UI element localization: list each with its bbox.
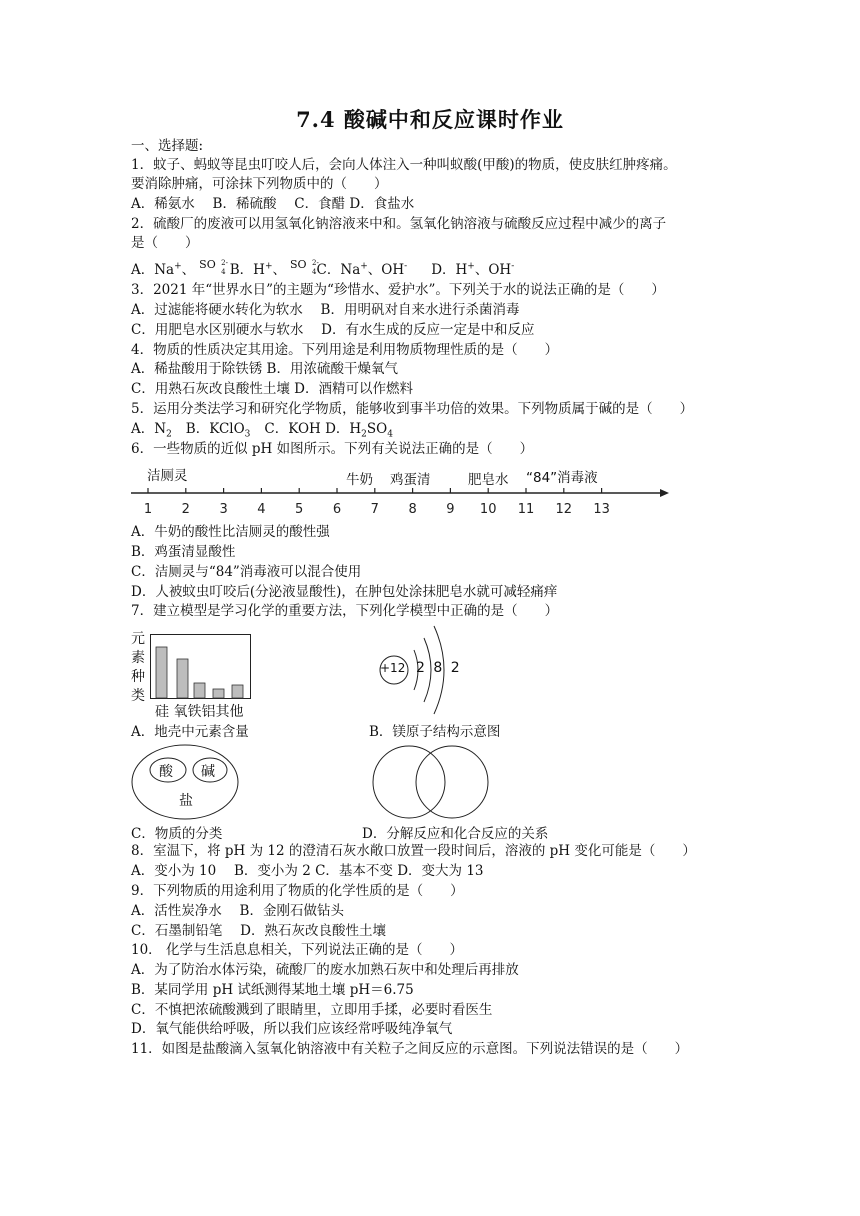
section-heading: 一、选择题: [131,138,204,154]
q7-stem: 7．建立模型是学习化学的重要方法，下列化学模型中正确的是（ ） [131,603,559,619]
element-chart-ylabel: 元 素 种 类 [131,631,145,704]
page-title: 7.4 酸碱中和反应课时作业 [296,107,564,132]
q8-options: A．变小为 10 B．变小为 2 C．基本不变 D．变大为 13 [131,863,484,879]
q2-options: A．Na+、 SO 2- 4 B．H+、 SO 2- 4 C．Na+、OH- D．H+、OH- [131,258,515,278]
q9-stem: 9．下列物质的用途利用了物质的化学性质的是（ ） [131,883,464,899]
bar-iron [194,683,205,698]
q1-options: A．稀氨水 B．稀硫酸 C．食醋 D．食盐水 [131,196,415,212]
ph-number-1: 1 [143,502,153,517]
ph-label-soap-water: 肥皂水 [468,472,509,488]
sulfate-ion-2: SO 2- 4 [289,258,319,276]
ph-number-4: 4 [257,502,266,517]
q4-stem: 4．物质的性质决定其用途。下列用途是利用物质物理性质的是（ ） [131,342,559,358]
q2-stem-line1: 2．硫酸厂的废液可以用氢氧化钠溶液来中和。氢氧化钠溶液与硫酸反应过程中减少的离子 [131,216,667,232]
q6-stem: 6．一些物质的近似 pH 如图所示。下列有关说法正确的是（ ） [131,441,534,457]
q5-stem: 5．运用分类法学习和研究化学物质，能够收到事半功倍的效果。下列物质属于碱的是（ ） [131,401,694,417]
q10-option-b: B．某同学用 pH 试纸测得某地土壤 pH＝6.75 [131,982,414,998]
ph-label-toilet-cleaner: 洁厕灵 [147,468,188,484]
q2-option-d: D．H [431,262,468,278]
bar-other [232,685,243,698]
q1-stem-line2: 要消除肿痛，可涂抹下列物质中的（ ） [131,176,388,192]
ph-number-2: 2 [181,502,190,517]
ph-number-9: 9 [446,502,455,517]
q8-stem: 8．室温下，将 pH 为 12 的澄清石灰水敞口放置一段时间后，溶液的 pH 变化可能是（ ） [131,843,696,859]
q2-option-b: B．H [229,262,265,278]
q7-option-a: A．地壳中元素含量 [131,724,249,740]
q2-option-c: C．Na [316,262,361,278]
q2-option-a: A．Na [131,262,175,278]
salt-label: 盐 [179,793,193,809]
q6-option-b: B．鸡蛋清显酸性 [131,544,236,560]
ph-number-12: 12 [555,502,573,517]
q7-option-c: C．物质的分类 [131,826,223,842]
q3-options-cd: C．用肥皂水区别硬水与软水 D．有水生成的反应一定是中和反应 [131,322,535,338]
nucleus-charge: +12 [380,661,406,675]
q3-stem: 3．2021 年“世界水日”的主题为“珍惜水、爱护水”。下列关于水的说法正确的是（ ） [131,282,665,298]
electron-shells: 2 8 2 [416,660,462,676]
bar-oxygen [177,659,188,698]
bar-silicon [156,647,167,698]
ph-axis-arrow [660,489,669,497]
q7-option-d: D．分解反应和化合反应的关系 [362,826,549,842]
acid-label: 酸 [159,764,173,780]
q2-stem-line2: 是（ ） [131,235,199,251]
ph-number-10: 10 [479,502,497,517]
q6-option-d: D．人被蚊虫叮咬后(分泌液显酸性)，在肿包处涂抹肥皂水就可减轻痛痒 [131,584,558,600]
q6-option-c: C．洁厕灵与“84”消毒液可以混合使用 [131,564,362,580]
ph-number-5: 5 [295,502,304,517]
q4-options-ab: A．稀盐酸用于除铁锈 B．用浓硫酸干燥氧气 [131,361,398,377]
q10-stem: 10． 化学与生活息息相关，下列说法正确的是（ ） [131,942,463,958]
base-label: 碱 [201,764,215,780]
element-chart-categories: 硅 氧铁铝其他 [155,704,244,720]
ph-number-8: 8 [408,502,417,517]
q4-options-cd: C．用熟石灰改良酸性土壤 D．酒精可以作燃料 [131,381,413,397]
q10-option-c: C．不慎把浓硫酸溅到了眼睛里，立即用手揉，必要时看医生 [131,1002,493,1018]
q10-option-a: A．为了防治水体污染，硫酸厂的废水加熟石灰中和处理后再排放 [131,962,519,978]
q9-options-cd: C．石墨制铅笔 D．熟石灰改良酸性土壤 [131,923,386,939]
q11-stem: 11．如图是盐酸滴入氢氧化钠溶液中有关粒子之间反应的示意图。下列说法错误的是（ ） [131,1041,689,1057]
ph-label-milk: 牛奶 [346,472,373,488]
q7-option-b: B．镁原子结构示意图 [369,724,501,740]
sulfate-ion: SO 2- 4 [199,258,228,276]
bar-aluminum [213,689,224,698]
ph-number-3: 3 [219,502,228,517]
ph-label-84-disinfectant: “84”消毒液 [526,470,598,486]
ph-number-13: 13 [593,502,610,517]
q5-options: A．$N_2$ B．KClO$_3$ C．KOH D．$H_2SO_4$ [131,421,393,440]
venn-circle-right [416,746,488,818]
venn-circle-left [373,746,445,818]
q9-options-ab: A．活性炭净水 B．金刚石做钻头 [131,903,344,919]
ph-number-6: 6 [332,502,342,517]
ph-number-11: 11 [517,502,535,517]
element-content-chart [150,634,252,700]
reaction-venn-diagram [366,742,496,822]
q6-option-a: A．牛奶的酸性比洁厕灵的酸性强 [131,524,330,540]
classification-diagram [130,742,240,822]
q1-stem-line1: 1．蚊子、蚂蚁等昆虫叮咬人后，会向人体注入一种叫蚁酸(甲酸)的物质，使皮肤红肿疼痛。 [131,157,677,173]
q10-option-d: D．氧气能供给呼吸，所以我们应该经常呼吸纯净氧气 [131,1021,453,1037]
ph-label-egg-white: 鸡蛋清 [390,472,431,488]
ph-number-7: 7 [370,502,379,517]
q3-options-ab: A．过滤能将硬水转化为软水 B．用明矾对自来水进行杀菌消毒 [131,302,520,318]
